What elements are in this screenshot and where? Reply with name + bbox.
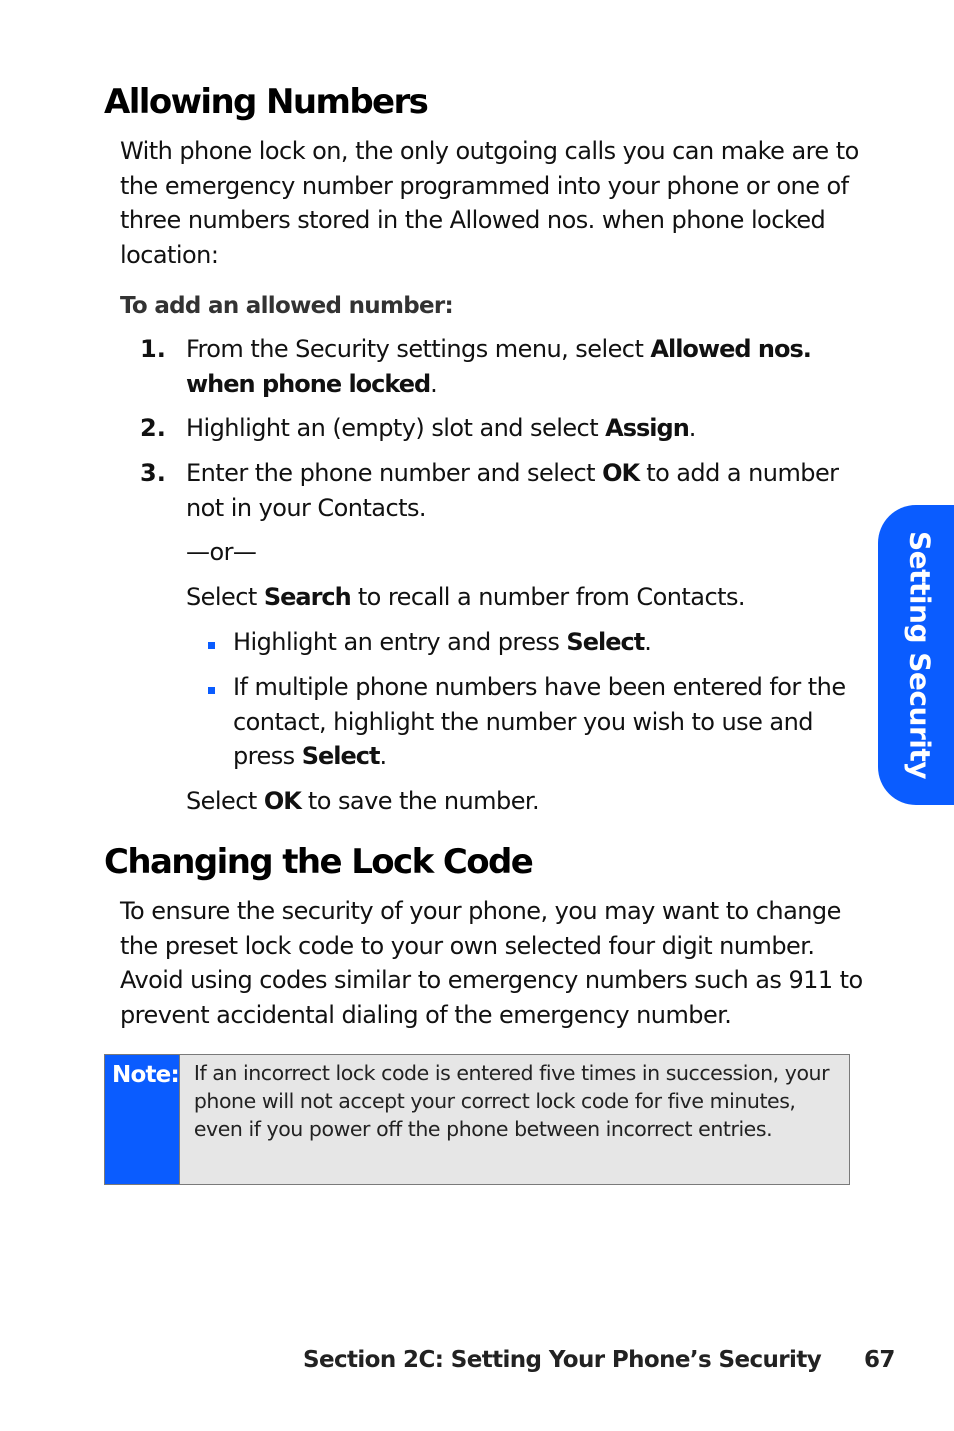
step-text-before: Enter the phone number and select xyxy=(186,459,603,487)
step-text-before: Highlight an (empty) slot and select xyxy=(186,414,606,442)
procedure-subheading: To add an allowed number: xyxy=(120,293,454,319)
step-text-after: . xyxy=(430,369,438,398)
text-after: to save the number. xyxy=(300,787,540,815)
menu-option-label: Select xyxy=(301,742,380,771)
bullet-marker xyxy=(208,642,215,649)
text-after: . xyxy=(644,628,652,656)
or-separator: —or— xyxy=(186,538,257,566)
search-instruction xyxy=(186,580,866,615)
note-label-cell xyxy=(105,1055,180,1184)
step-text-after: . xyxy=(688,414,696,442)
page-number: 67 xyxy=(864,1347,895,1373)
note-label: Note: xyxy=(112,1062,179,1088)
note-text: If an incorrect lock code is entered five times in succession, your phone will not accept your correct lock code for five minutes, even if you power off the phone between incorrect entries. xyxy=(193,1061,830,1141)
step-number: 2. xyxy=(140,414,166,442)
step-number: 3. xyxy=(140,459,166,487)
step-text-after: to add a number not in your Contacts. xyxy=(186,459,839,522)
step-text xyxy=(186,332,866,401)
text-before: Select xyxy=(186,787,264,815)
menu-option-label: Allowed nos. when phone locked xyxy=(186,335,811,398)
step-text-before: From the Security settings menu, select xyxy=(186,335,651,363)
section-heading-allowing-numbers: Allowing Numbers xyxy=(104,82,428,122)
menu-option-label: Select xyxy=(566,628,645,656)
section-heading-changing-lock-code: Changing the Lock Code xyxy=(104,842,533,882)
intro-paragraph: With phone lock on, the only outgoing calls you can make are to the emergency number programmed into your phone or one of three numbers stored in the Allowed nos. when phone locked location: xyxy=(120,137,859,270)
text-before: Highlight an entry and press xyxy=(233,628,567,656)
menu-option-label: Assign xyxy=(605,414,689,442)
menu-option-label: OK xyxy=(263,787,301,815)
menu-option-label: Search xyxy=(263,583,351,611)
text-before: If multiple phone numbers have been entered for the contact, highlight the number you wish to use and press xyxy=(233,673,846,771)
bullet-item xyxy=(233,670,863,774)
footer-section-title: Section 2C: Setting Your Phone’s Security xyxy=(303,1347,822,1373)
text-before: Select xyxy=(186,583,264,611)
lock-code-paragraph: To ensure the security of your phone, you may want to change the preset lock code to your own selected four digit number. Avoid using codes similar to emergency numbers such as 911 to prevent accidental dialing of the emergency number. xyxy=(120,897,863,1030)
step-text xyxy=(186,411,866,446)
step-text xyxy=(186,456,866,525)
side-tab-label: Setting Security xyxy=(903,531,937,779)
save-instruction xyxy=(186,784,866,819)
text-after: . xyxy=(379,742,387,771)
text-after: to recall a number from Contacts. xyxy=(350,583,745,611)
bullet-item xyxy=(233,625,863,660)
menu-option-label: OK xyxy=(602,459,640,487)
note-box xyxy=(104,1054,850,1185)
step-number: 1. xyxy=(140,335,166,363)
bullet-marker xyxy=(208,687,215,694)
